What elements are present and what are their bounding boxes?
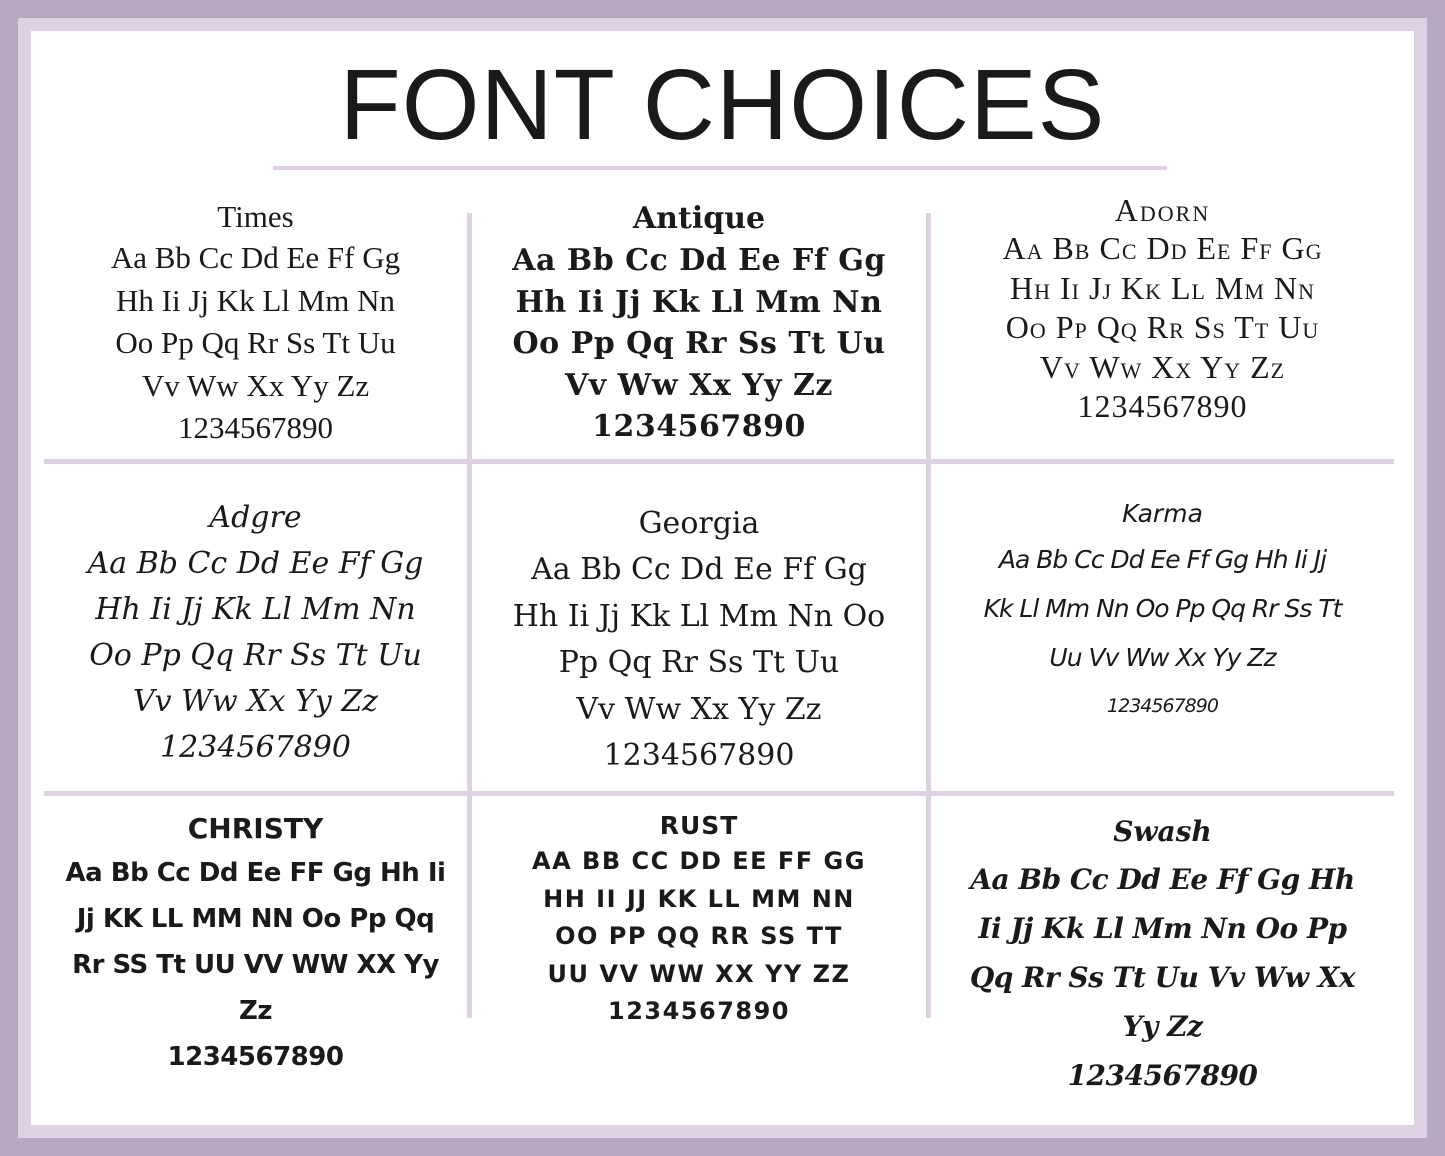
- sample-line: Aa Bb Cc Dd Ee FF Gg Hh Ii: [65, 858, 446, 888]
- sample-digits: 1234567890: [603, 738, 795, 773]
- font-name: Swash: [1113, 815, 1212, 848]
- sample-digits: 1234567890: [608, 997, 790, 1025]
- sample-line: Pp Qq Rr Ss Tt Uu: [558, 645, 840, 680]
- sample-digits: 1234567890: [1107, 695, 1218, 717]
- sample-line: Aa Bb Cc Dd Ee Ff Gg Hh Ii Jj: [998, 545, 1327, 574]
- sample-line: AA BB CC DD EE FF GG: [532, 847, 866, 875]
- sample-line: Zz: [239, 996, 272, 1026]
- sample-line: HH II JJ KK LL MM NN: [543, 884, 855, 913]
- sample-digits: 1234567890: [592, 409, 806, 444]
- sample-line: Qq Rr Ss Tt Uu Vv Ww Xx: [969, 961, 1356, 994]
- font-name: Adorn: [1114, 192, 1211, 228]
- font-name: Georgia: [638, 506, 760, 541]
- sample-line: Vv Ww Xx Yy Zz: [141, 367, 370, 403]
- font-sample-christy: [44, 808, 467, 1080]
- font-sample-adgre: [44, 495, 467, 771]
- sample-digits: 1234567890: [167, 1042, 344, 1072]
- font-sample-rust: [472, 809, 926, 1031]
- sample-line: Hh Ii Jj Kk Ll Mm Nn: [1010, 269, 1315, 306]
- font-name: Times: [217, 199, 294, 234]
- sample-line: Aa Bb Cc Dd Ee Ff Gg: [87, 546, 424, 581]
- font-sample-adorn: [931, 191, 1394, 427]
- sample-digits: 1234567890: [1067, 1059, 1258, 1092]
- grid-divider-row-1: [44, 459, 1394, 464]
- title-underline: [273, 166, 1167, 170]
- sample-line: Vv Ww Xx Yy Zz: [576, 691, 822, 727]
- sample-line: Hh Ii Jj Kk Ll Mm Nn: [515, 284, 883, 320]
- sample-digits: 1234567890: [160, 730, 351, 765]
- sample-line: Aa Bb Cc Dd Ee Ff Gg: [110, 240, 401, 275]
- sample-line: Hh Ii Jj Kk Ll Mm Nn: [116, 282, 395, 318]
- font-name: CHRISTY: [187, 812, 324, 845]
- sample-digits: 1234567890: [178, 410, 333, 445]
- grid-divider-row-2: [44, 791, 1394, 796]
- sample-digits: 1234567890: [1077, 388, 1248, 424]
- sample-line: Ii Jj Kk Ll Mm Nn Oo Pp: [978, 912, 1347, 945]
- sample-line: Uu Vv Ww Xx Yy Zz: [1049, 643, 1276, 672]
- sample-line: Aa Bb Cc Dd Ee Ff Gg: [1002, 230, 1323, 266]
- sample-line: Oo Pp Qq Rr Ss Tt Uu: [1005, 309, 1320, 345]
- font-sample-karma: [931, 493, 1394, 730]
- sample-line: Oo Pp Qq Rr Ss Tt Uu: [512, 326, 886, 361]
- font-name: Antique: [632, 201, 766, 236]
- sample-line: Vv Ww Xx Yy Zz: [133, 684, 378, 719]
- sample-line: Aa Bb Cc Dd Ee Ff Gg Hh: [970, 863, 1355, 896]
- sample-line: Yy Zz: [1122, 1010, 1203, 1043]
- font-sample-antique: [472, 198, 926, 448]
- sample-line: Rr SS Tt UU VV WW XX Yy: [72, 950, 439, 980]
- font-chart-panel: [31, 31, 1414, 1125]
- sample-line: Hh Ii Jj Kk Ll Mm Nn: [95, 592, 416, 627]
- sample-line: Vv Ww Xx Yy Zz: [1039, 348, 1286, 385]
- font-name: RUST: [659, 811, 739, 840]
- sample-line: Jj KK LL MM NN Oo Pp Qq: [76, 904, 435, 934]
- sample-line: OO PP QQ RR SS TT: [555, 922, 843, 950]
- sample-line: Aa Bb Cc Dd Ee Ff Gg: [531, 552, 867, 587]
- page-title: FONT CHOICES: [339, 49, 1106, 161]
- sample-line: Vv Ww Xx Yy Zz: [565, 367, 833, 403]
- sample-line: UU VV WW XX YY ZZ: [547, 959, 851, 988]
- font-sample-georgia: [472, 501, 926, 780]
- sample-line: Oo Pp Qq Rr Ss Tt Uu: [89, 638, 422, 673]
- sample-line: Aa Bb Cc Dd Ee Ff Gg: [512, 243, 886, 278]
- font-name: Karma: [1122, 499, 1203, 528]
- font-sample-times: [44, 197, 467, 450]
- sample-line: Oo Pp Qq Rr Ss Tt Uu: [115, 325, 396, 360]
- font-sample-swash: [931, 809, 1394, 1100]
- sample-line: Hh Ii Jj Kk Ll Mm Nn Oo: [512, 598, 886, 634]
- sample-line: Kk Ll Mm Nn Oo Pp Qq Rr Ss Tt: [983, 594, 1342, 623]
- font-name: Adgre: [209, 500, 302, 535]
